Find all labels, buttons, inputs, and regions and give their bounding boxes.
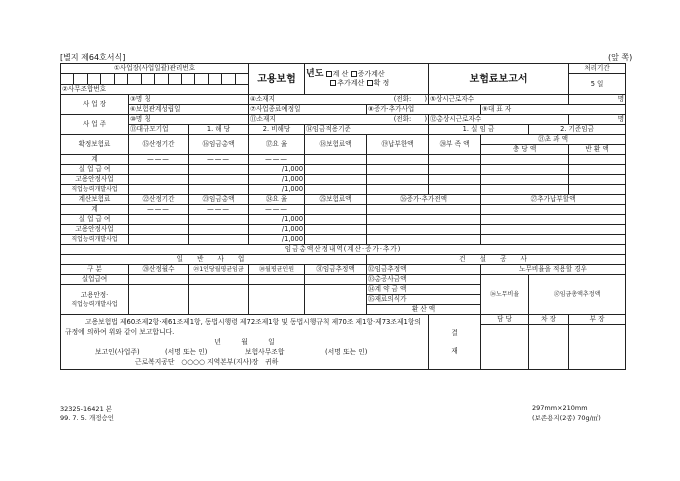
general-business-label: 일 반 사 업 xyxy=(61,255,367,265)
approval-col-deputy: 차 장 xyxy=(529,315,569,325)
calc-header: 계산보험료 xyxy=(61,195,129,205)
calc-col-period: ㉒산정기간 xyxy=(129,195,189,205)
calc-col-premium: ㉕보험료액 xyxy=(305,195,367,205)
title-main: 고용보험 xyxy=(249,64,305,95)
confirm-col-period: ⑮산정기간 xyxy=(129,135,189,155)
confirm-row-vocational: 직업능력개발사업 xyxy=(61,185,129,195)
converted-amount: 환 산 액 xyxy=(367,305,481,315)
workplace-section: 사 업 장 xyxy=(61,95,129,115)
confirm-col-premium: ⑱보험료액 xyxy=(305,135,367,155)
calc-row-stability: 고용안정사업 xyxy=(61,225,129,235)
detail-col-avg-wage: ㉙1인당월평균임금 xyxy=(189,265,249,275)
calc-col-additional: ㉗추가납부할액 xyxy=(481,195,626,205)
labor-rate: ㊱노무비율 xyxy=(481,275,529,315)
workplace-workers[interactable]: ⑤상시근로자수 xyxy=(429,95,569,105)
opt-confirm-checkbox[interactable] xyxy=(367,80,373,86)
approval-col-manager: 부 장 xyxy=(569,315,626,325)
labor-wage: ㊲임금총액추정액 xyxy=(529,275,626,315)
recipient: 근로복지공단 ○○○○ 지역본부(지사)장 귀하 xyxy=(135,358,279,366)
workplace-address[interactable]: ④소재지 (전화: ) xyxy=(250,95,428,103)
calc-row-unemployment: 실 업 급 여 xyxy=(61,215,129,225)
material-value: ㉟재료의식가 xyxy=(367,295,481,305)
dash: ——— xyxy=(249,205,305,215)
form-number: [별지 제64호서식] xyxy=(60,53,126,62)
processing-value: 5 일 xyxy=(569,74,626,95)
rate-unit: /1,000 xyxy=(249,165,305,175)
processing-label: 처리기간 xyxy=(569,64,626,74)
calc-row-total: 계 xyxy=(61,205,129,215)
paper-type: (보존용지(2종) 70g/㎡) xyxy=(532,414,601,422)
calc-col-increase: ㉖증가·추가전액 xyxy=(367,195,481,205)
end-date[interactable]: ⑦사업종료예정일 xyxy=(249,105,367,115)
rate-unit: /1,000 xyxy=(249,185,305,195)
wage-detail-title: 임금총액산정내역(계산·증가·추가) xyxy=(61,245,626,255)
declaration-text: 고용보험법 제60조제2항·제61조제1항, 동법시행령 제72조제1항 및 동법시행규칙 제70조 제1항·제73조제1항의 규정에 의하여 위와 같이 보고합니다. xyxy=(65,318,421,336)
wage-opt-standard[interactable]: 2. 기준임금 xyxy=(529,125,626,135)
establish-date[interactable]: ⑥보험관계성립일 xyxy=(129,105,249,115)
confirm-col-refund: 반 환 액 xyxy=(569,145,626,155)
confirm-row-total: 계 xyxy=(61,155,129,165)
insurance-report-form xyxy=(60,63,626,370)
large-opt-no[interactable]: 2. 비해당 xyxy=(249,125,305,135)
page-side-label: (앞 쪽) xyxy=(608,53,633,62)
mgmt-number-label: ①사업장(사업일괄)관리번호 xyxy=(61,64,249,74)
paper-size: 297mm×210mm xyxy=(532,404,588,412)
confirm-col-rate: ⑰요 율 xyxy=(249,135,305,155)
detail-col-constr-est: ㉜임금추정액 xyxy=(367,265,481,275)
title-options: 년도 계 산 증가계산 추가계산 확 정 xyxy=(305,64,429,95)
confirm-col-short: ⑳부 족 액 xyxy=(429,135,481,155)
confirm-row-unemployment: 실 업 급 여 xyxy=(61,165,129,175)
increase-business[interactable]: ⑧증가·추가사업 xyxy=(367,105,481,115)
approval-col-staff: 담 당 xyxy=(481,315,529,325)
declaration-date: 년 월 일 xyxy=(214,338,275,346)
employer-name[interactable]: ⑩명 칭 xyxy=(129,115,249,125)
calc-col-wage: ㉓임금총액 xyxy=(189,195,249,205)
calc-row-vocational: 직업능력개발사업 xyxy=(61,235,129,245)
opt-additional-checkbox[interactable] xyxy=(330,80,336,86)
detail-col-labor: 노무비율을 적용할 경우 xyxy=(481,265,626,275)
rate-unit: /1,000 xyxy=(249,225,305,235)
dash: ——— xyxy=(189,155,249,165)
workplace-unit: 명 xyxy=(569,95,626,105)
confirm-col-paid: ⑲납부한액 xyxy=(367,135,429,155)
confirm-col-apply: 충 당 액 xyxy=(481,145,569,155)
employer-section: 사 업 주 xyxy=(61,115,129,135)
detail-row-unemployment: 실업급여 xyxy=(61,275,129,285)
large-company-label: ⑬대규모기업 xyxy=(129,125,189,135)
detail-col-months: ㉘산정월수 xyxy=(129,265,189,275)
contract-amount: ㉞계 약 금 액 xyxy=(367,285,481,295)
confirm-col-wage: ⑯임금총액 xyxy=(189,135,249,155)
wage-base-label: ⑭임금적용기준 xyxy=(305,125,429,135)
dash: ——— xyxy=(249,155,305,165)
wage-opt-actual[interactable]: 1. 실 임 금 xyxy=(429,125,529,135)
dash: ——— xyxy=(129,205,189,215)
detail-col-avg-staff: ㉚월평균인원 xyxy=(249,265,305,275)
rate-unit: /1,000 xyxy=(249,235,305,245)
confirm-row-stability: 고용안정사업 xyxy=(61,175,129,185)
workplace-name[interactable]: ③명 칭 xyxy=(129,95,249,105)
union-number-label: ②사무조합번호 xyxy=(61,85,249,95)
rate-unit: /1,000 xyxy=(249,175,305,185)
total-construction: ㉝총공사금액 xyxy=(367,275,481,285)
detail-col-category: 구 분 xyxy=(61,265,129,275)
detail-row-stability: 고용안정· 직업능력개발사업 xyxy=(61,285,129,315)
calc-col-rate: ㉔요 율 xyxy=(249,195,305,205)
signature-line: 보고인(사업주) (서명 또는 인) 보험사무조합 (서명 또는 인) xyxy=(95,348,368,356)
representative[interactable]: ⑨대 표 자 xyxy=(481,105,626,115)
confirm-header: 확정보험료 xyxy=(61,135,129,155)
construction-label: 건 설 공 사 xyxy=(367,255,626,265)
mgmt-number-boxes[interactable] xyxy=(61,74,249,85)
dash: ——— xyxy=(189,205,249,215)
large-opt-yes[interactable]: 1. 해 당 xyxy=(189,125,249,135)
dash: ——— xyxy=(129,155,189,165)
employer-address[interactable]: ⑪소재지 (전화: ) xyxy=(250,115,428,123)
detail-col-est-wage: ㉛임금추정액 xyxy=(305,265,367,275)
declaration-block xyxy=(61,315,429,370)
employer-unit: 명 xyxy=(569,115,626,125)
opt-calc-checkbox[interactable] xyxy=(326,71,332,77)
revision-date: 99. 7. 5. 개정승인 xyxy=(60,414,115,422)
employer-workers[interactable]: ⑫총상시근로자수 xyxy=(429,115,569,125)
approval-label: 결 재 xyxy=(429,315,481,370)
rate-unit: /1,000 xyxy=(249,215,305,225)
form-code: 32325-16421 본 xyxy=(60,405,113,413)
opt-increase-checkbox[interactable] xyxy=(351,71,357,77)
confirm-col-excess: ㉑초 과 액 xyxy=(481,135,626,145)
title-suffix: 보험료보고서 xyxy=(429,64,569,95)
